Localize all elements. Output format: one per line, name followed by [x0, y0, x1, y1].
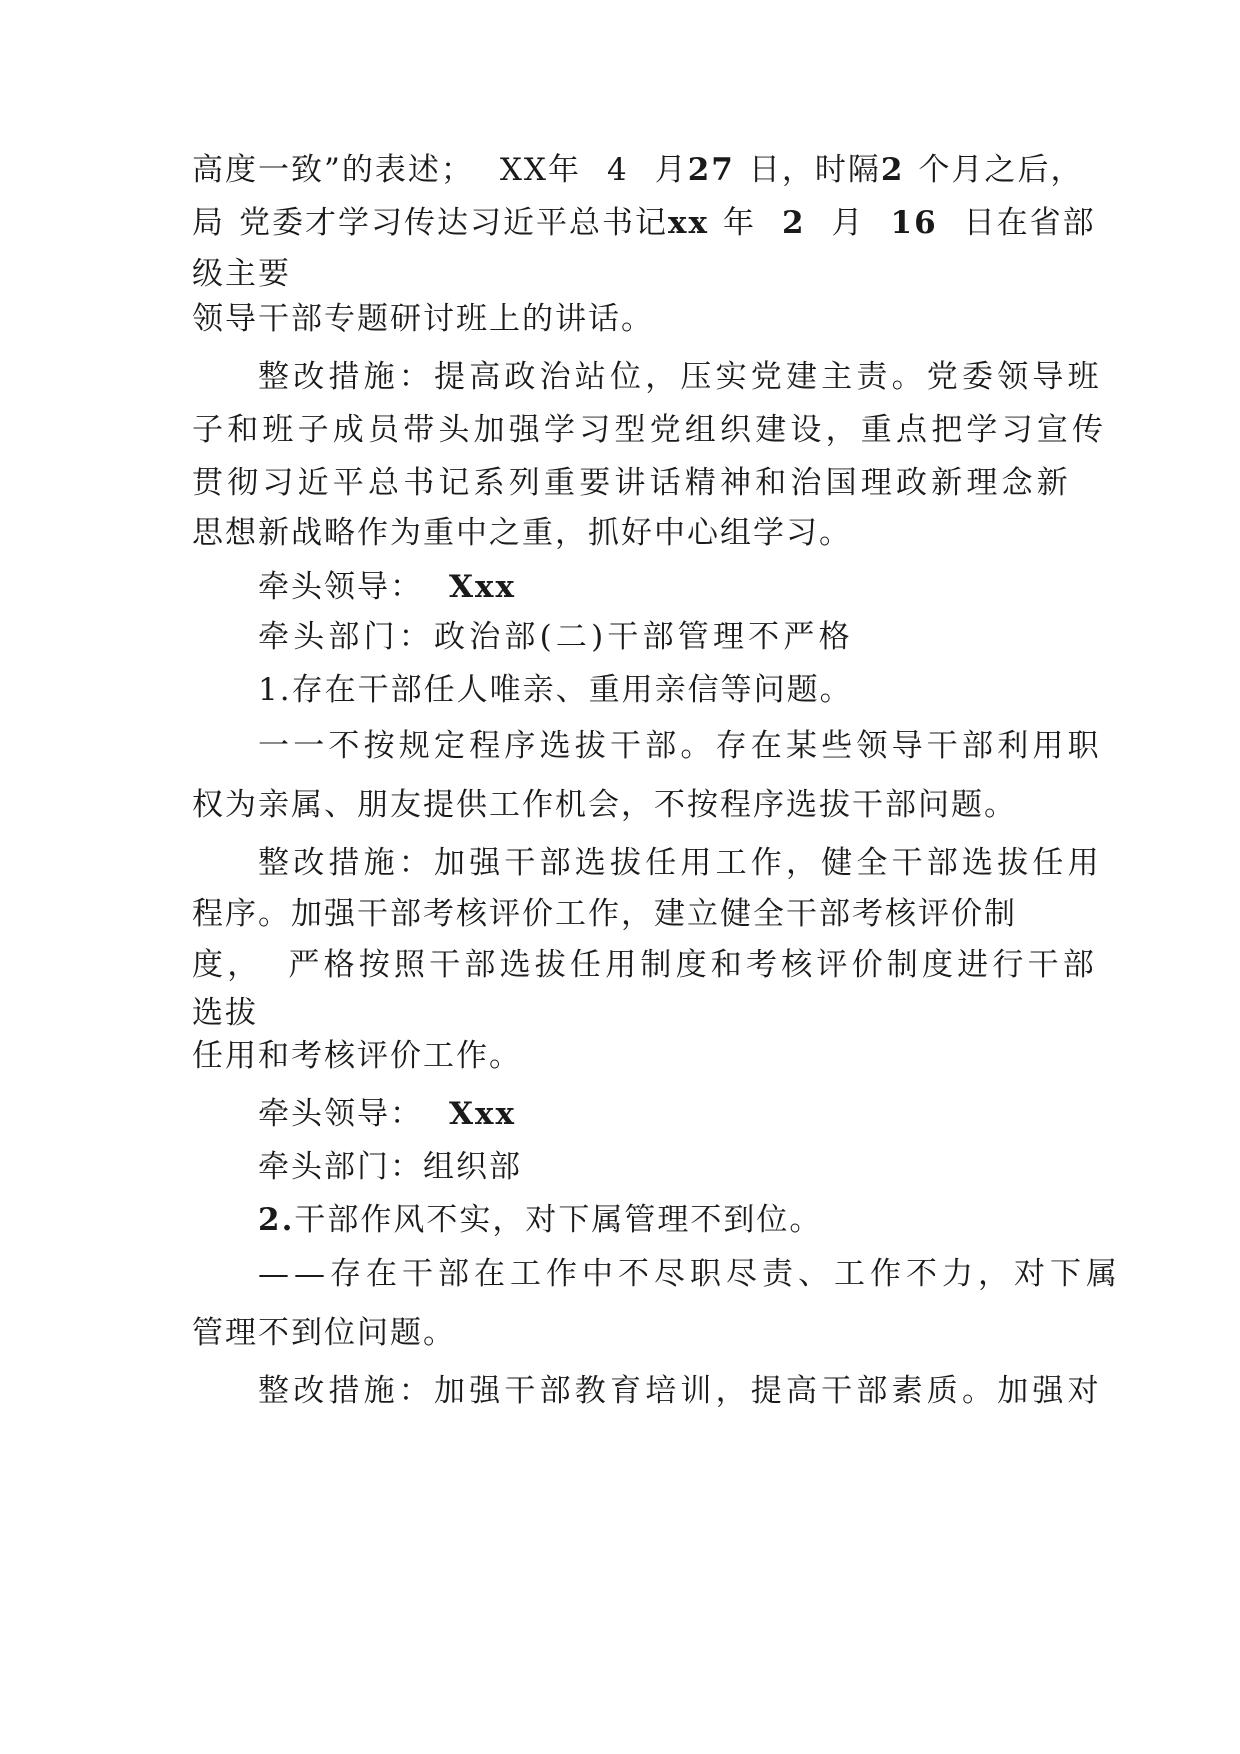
text-span: 干部作风不实，对下属管理不到位。	[294, 1202, 823, 1238]
text-line: 子和班子成员带头加强学习型党组织建设，重点把学习宣传	[192, 412, 1108, 448]
label: 牵头领导：	[258, 569, 423, 605]
text-span: 2	[781, 205, 806, 241]
text-line	[192, 203, 1096, 243]
text-line: 牵头部门：组织部	[258, 1149, 522, 1185]
text-span: 严格按照干部选拔任用制度和考核评价制度进行干部	[288, 947, 1099, 983]
text-line: 程序。加强干部考核评价工作，建立健全干部考核评价制	[192, 896, 1017, 932]
label: 牵头领导：	[258, 1096, 423, 1132]
text-span: 16	[890, 205, 938, 241]
text-span: 月	[654, 152, 688, 188]
text-line: 一一不按规定程序选拔干部。存在某些领导干部利用职	[258, 728, 1103, 764]
text-line: 牵头部门：政治部(二)干部管理不严格	[258, 619, 854, 655]
text-line	[258, 1200, 822, 1240]
text-line: 整改措施：提高政治站位，压实党建主责。党委领导班	[258, 359, 1103, 395]
text-span: 日，时隔	[748, 152, 881, 188]
text-line: 选拔	[192, 995, 258, 1031]
item-number: 2.	[258, 1202, 295, 1238]
text-span: 4	[607, 152, 629, 188]
text-span: 年	[548, 152, 581, 188]
text-span: 局	[192, 205, 225, 241]
text-line: 思想新战略作为重中之重，抓好中心组学习。	[192, 515, 852, 551]
text-span: 高度一致”的表述；	[192, 152, 474, 188]
text-line: 整改措施：加强干部教育培训，提高干部素质。加强对	[258, 1373, 1103, 1409]
value: Xxx	[449, 1096, 517, 1132]
text-span: 2	[880, 152, 905, 188]
text-span: XX	[499, 152, 548, 188]
text-line: 级主要	[192, 256, 291, 292]
text-span: xx	[668, 205, 709, 241]
text-line	[192, 150, 1083, 190]
lead-leader-line	[258, 567, 516, 607]
text-span: 年	[722, 205, 756, 241]
value: Xxx	[449, 569, 517, 605]
text-line: 领导干部专题研讨班上的讲话。	[192, 301, 654, 337]
text-span: 个月之后，	[918, 152, 1084, 188]
text-line: 1.存在干部任人唯亲、重用亲信等问题。	[258, 672, 853, 708]
lead-leader-line	[258, 1094, 516, 1134]
text-line: 整改措施：加强干部选拔任用工作，健全干部选拔任用	[258, 845, 1103, 881]
text-span: 月	[831, 205, 865, 241]
text-line: 权为亲属、朋友提供工作机会，不按程序选拔干部问题。	[192, 787, 1017, 823]
text-line: 贯彻习近平总书记系列重要讲话精神和治国理政新理念新	[192, 465, 1072, 501]
text-span: 日在省部	[963, 205, 1096, 241]
text-span: 度，	[192, 947, 263, 983]
text-span: 党委才学习传达习近平总书记	[239, 205, 668, 241]
text-line: 任用和考核评价工作。	[192, 1038, 522, 1074]
text-line	[192, 945, 1098, 985]
text-line: ——存在干部在工作中不尽职尽责、工作不力，对下属	[258, 1256, 1122, 1292]
text-span: 27	[687, 152, 735, 188]
text-line: 管理不到位问题。	[192, 1315, 456, 1351]
